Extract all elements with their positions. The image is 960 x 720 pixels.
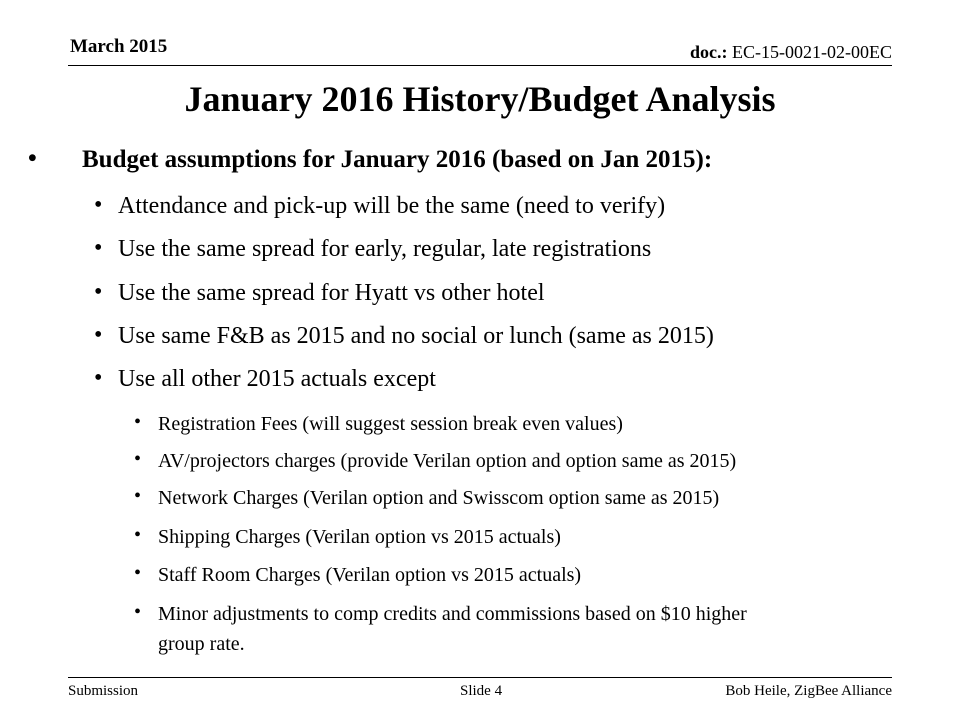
level2-bullet-text: Use same F&B as 2015 and no social or lunch (same as 2015) [118,323,714,349]
level2-bullet [94,322,714,350]
header-divider [68,65,892,66]
bullet-dot-icon: • [134,601,142,623]
slide-title: January 2016 History/Budget Analysis [184,79,776,119]
bullet-dot-icon: • [94,235,103,261]
level3-bullet-text: Minor adjustments to comp credits and commissions based on $10 higher [158,603,747,625]
level3-bullet [134,485,720,510]
level2-bullet [94,279,545,307]
footer-author: Bob Heile, ZigBee Alliance [725,683,892,699]
level3-bullet-text: AV/projectors charges (provide Verilan option and option same as 2015) [158,450,737,472]
level3-bullet [134,524,561,549]
footer-submission: Submission [68,683,139,699]
level3-bullet-text: group rate. [158,633,245,655]
main-bullet [28,145,713,174]
level2-bullet-text: Use the same spread for Hyatt vs other hotel [118,280,545,306]
level3-bullet-text: Shipping Charges (Verilan option vs 2015 actuals) [158,526,561,548]
doc-id: EC-15-0021-02-00EC [732,42,892,62]
bullet-dot-icon: • [94,322,103,348]
bullet-dot-icon: • [134,524,142,546]
level3-bullet-text: Staff Room Charges (Verilan option vs 2015 actuals) [158,564,582,586]
bullet-dot-icon: • [94,279,103,305]
bullet-dot-icon: • [134,448,142,470]
level2-bullet [94,365,436,393]
level3-bullet [134,448,737,473]
slide-header-doc [690,42,892,63]
main-bullet-text: Budget assumptions for January 2016 (based on Jan 2015): [82,146,713,173]
level3-bullet-continuation [158,633,245,656]
bullet-dot-icon: • [94,192,103,218]
level2-bullet-text: Attendance and pick-up will be the same (need to verify) [118,193,666,219]
level2-bullet [94,192,666,220]
bullet-dot-icon: • [134,562,142,584]
footer-divider [68,677,892,678]
level2-bullet-text: Use all other 2015 actuals except [118,366,436,392]
bullet-dot-icon: • [94,365,103,391]
level3-bullet-text: Network Charges (Verilan option and Swisscom option same as 2015) [158,487,720,509]
footer-slide-number: Slide 4 [460,683,503,699]
bullet-dot-icon: • [134,411,142,433]
level3-bullet [134,601,747,626]
bullet-dot-icon: • [28,145,37,172]
level2-bullet [94,235,652,263]
level2-bullet-text: Use the same spread for early, regular, late registrations [118,236,652,262]
doc-label: doc.: [690,42,728,62]
bullet-dot-icon: • [134,485,142,507]
level3-bullet [134,562,582,587]
level3-bullet [134,411,623,436]
level3-bullet-text: Registration Fees (will suggest session break even values) [158,413,623,435]
slide-header-date: March 2015 [70,36,168,57]
